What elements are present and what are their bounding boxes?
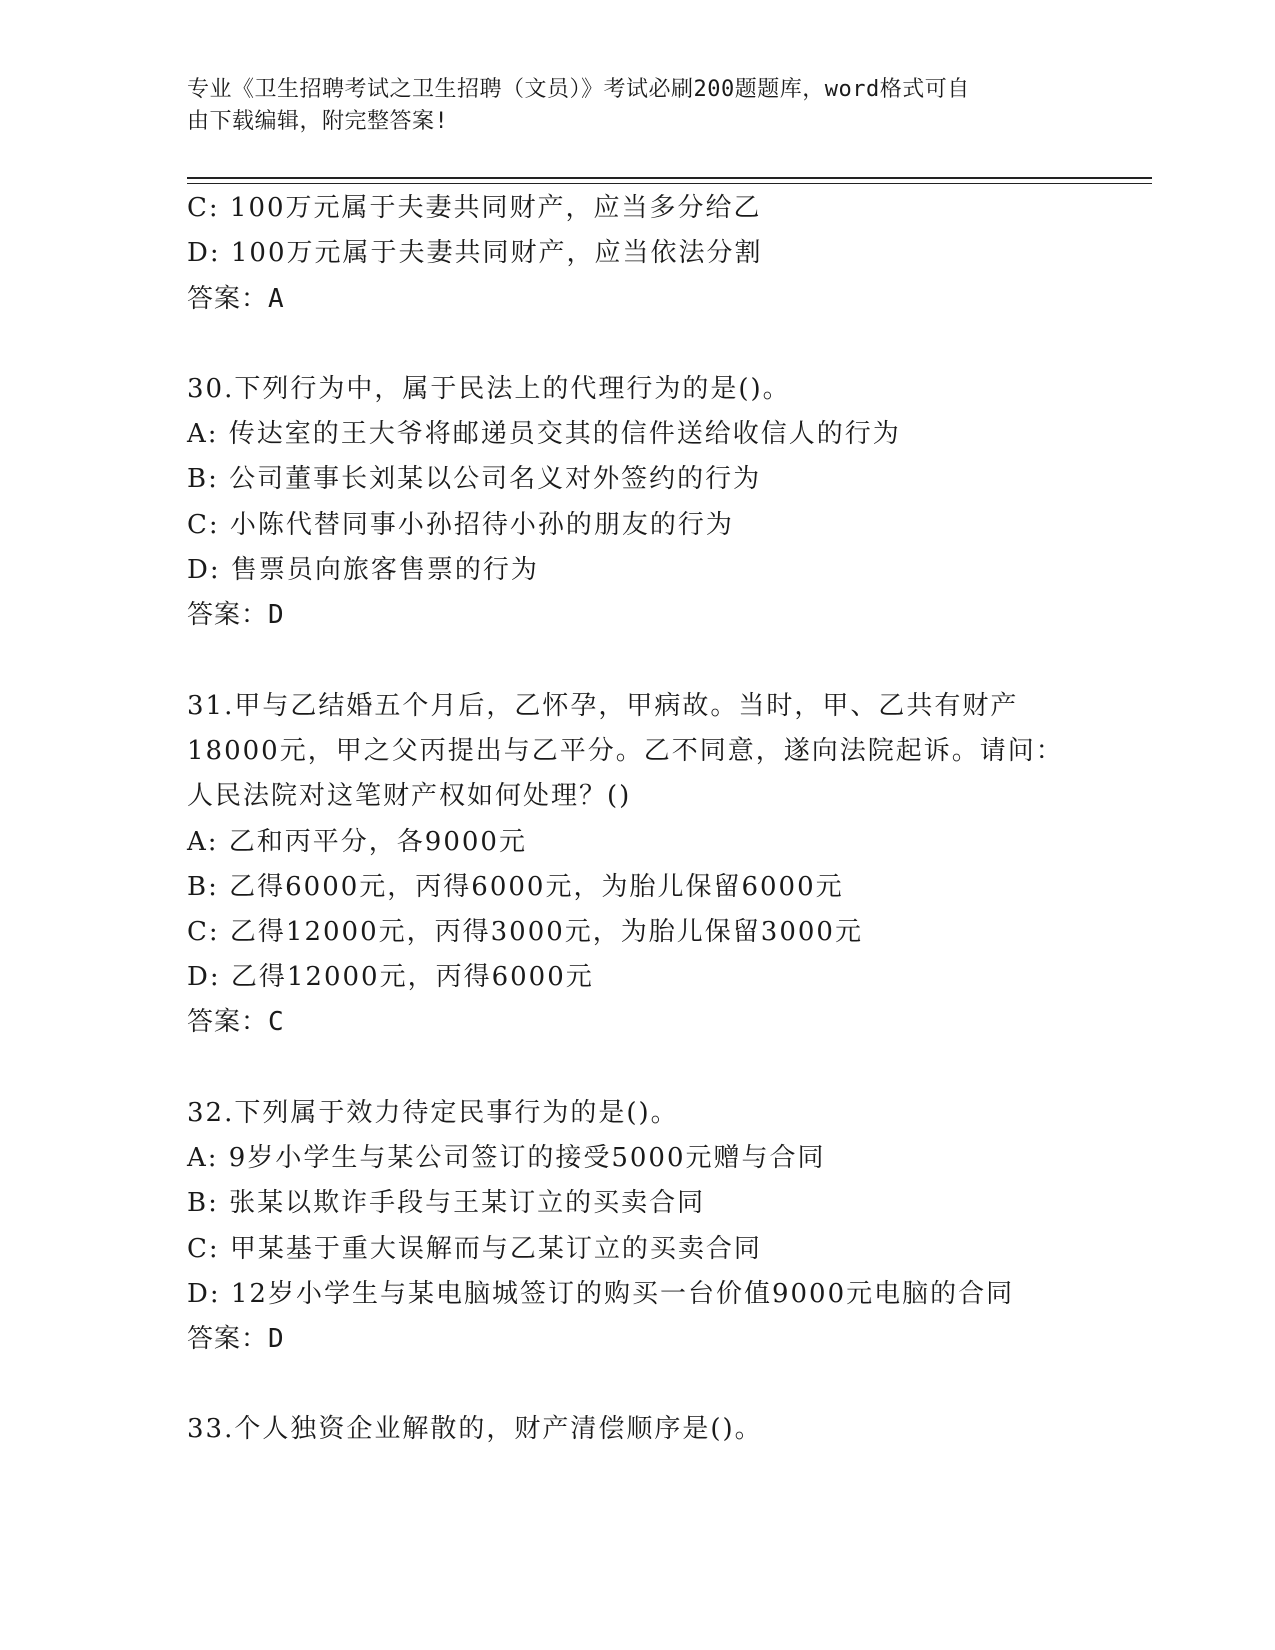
q30-option-c: C: 小陈代替同事小孙招待小孙的朋友的行为 — [187, 510, 734, 540]
q30-option-d: D: 售票员向旅客售票的行为 — [187, 555, 539, 585]
q30-option-a: A: 传达室的王大爷将邮递员交其的信件送给收信人的行为 — [187, 419, 901, 449]
q31-stem-line-2: 18000元，甲之父丙提出与乙平分。乙不同意，遂向法院起诉。请问： — [187, 736, 1064, 766]
q31-option-b: B: 乙得6000元，丙得6000元，为胎儿保留6000元 — [187, 872, 844, 902]
header-title-line-1: 专业《卫生招聘考试之卫生招聘（文员）》考试必刷200题题库，word格式可自 — [187, 77, 970, 102]
q29-answer: 答案：A — [187, 284, 285, 314]
header-divider-thin — [187, 183, 1152, 184]
q32-option-a: A: 9岁小学生与某公司签订的接受5000元赠与合同 — [187, 1143, 826, 1173]
header-title-line-2: 由下载编辑，附完整答案! — [187, 109, 449, 134]
q32-option-d: D: 12岁小学生与某电脑城签订的购买一台价值9000元电脑的合同 — [187, 1279, 1015, 1309]
q29-option-d: D: 100万元属于夫妻共同财产，应当依法分割 — [187, 238, 763, 268]
q31-answer: 答案：C — [187, 1007, 285, 1037]
q30-option-b: B: 公司董事长刘某以公司名义对外签约的行为 — [187, 464, 762, 494]
q31-stem-line-1: 31.甲与乙结婚五个月后，乙怀孕，甲病故。当时，甲、乙共有财产 — [187, 691, 1019, 721]
q32-option-c: C: 甲某基于重大误解而与乙某订立的买卖合同 — [187, 1234, 762, 1264]
q31-option-a: A: 乙和丙平分，各9000元 — [187, 827, 527, 857]
document-header — [187, 74, 1067, 138]
q32-answer: 答案：D — [187, 1324, 285, 1354]
header-divider-thick — [187, 177, 1152, 179]
q33-stem: 33.个人独资企业解散的，财产清偿顺序是()。 — [187, 1414, 763, 1444]
q31-option-c: C: 乙得12000元，丙得3000元，为胎儿保留3000元 — [187, 917, 863, 947]
q32-stem: 32.下列属于效力待定民事行为的是()。 — [187, 1098, 679, 1128]
q30-answer: 答案：D — [187, 600, 285, 630]
q29-option-c: C: 100万元属于夫妻共同财产，应当多分给乙 — [187, 193, 762, 223]
q30-stem: 30.下列行为中，属于民法上的代理行为的是()。 — [187, 374, 791, 404]
q31-stem-line-3: 人民法院对这笔财产权如何处理？() — [187, 781, 632, 811]
q31-option-d: D: 乙得12000元，丙得6000元 — [187, 962, 594, 992]
q32-option-b: B: 张某以欺诈手段与王某订立的买卖合同 — [187, 1188, 706, 1218]
